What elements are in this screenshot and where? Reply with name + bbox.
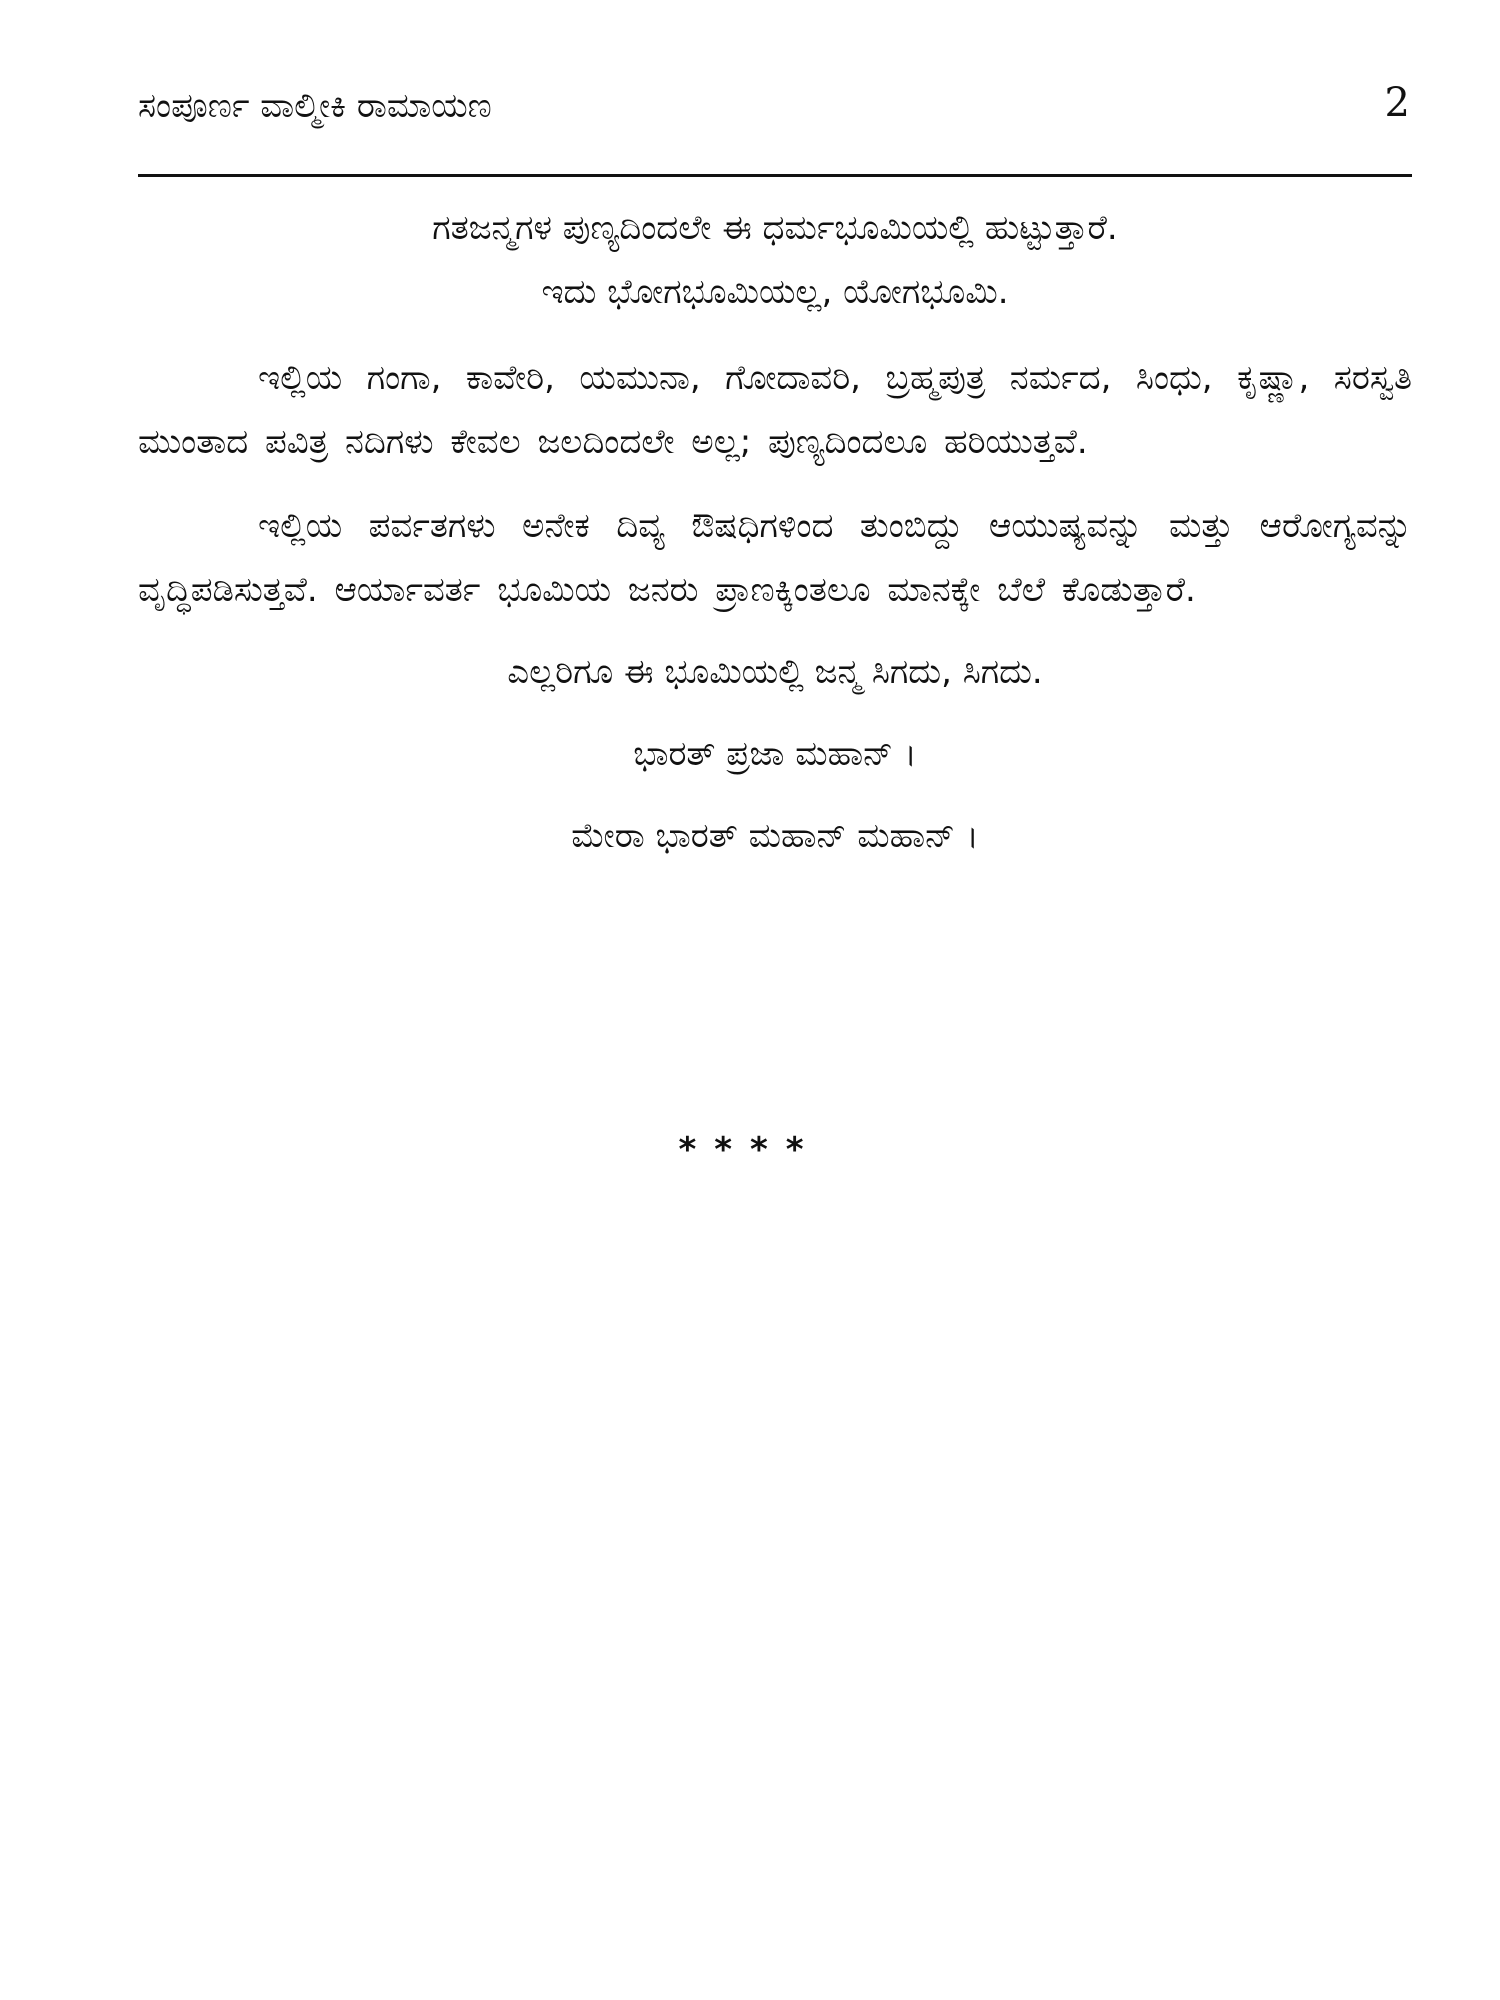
line-mera-bharat: ಮೇರಾ ಭಾರತ್ ಮಹಾನ್ ಮಹಾನ್ । [571, 816, 979, 856]
line-birth: ಎಲ್ಲರಿಗೂ ಈ ಭೂಮಿಯಲ್ಲಿ ಜನ್ಮ ಸಿಗದು, ಸಿಗದು. [507, 652, 1043, 692]
header-rule [138, 174, 1412, 177]
intro-line-2: ಇದು ಭೋಗಭೂಮಿಯಲ್ಲ, ಯೋಗಭೂಮಿ. [541, 272, 1009, 312]
intro-line-1: ಗತಜನ್ಮಗಳ ಪುಣ್ಯದಿಂದಲೇ ಈ ಧರ್ಮಭೂಮಿಯಲ್ಲಿ ಹುಟ್ಟುತ್ತಾರೆ. [432, 208, 1118, 248]
paragraph-mountains: ಇಲ್ಲಿಯ ಪರ್ವತಗಳು ಅನೇಕ ದಿವ್ಯ ಔಷಧಿಗಳಿಂದ ತುಂಬಿದ್ದು ಆಯುಷ್ಯವನ್ನು ಮತ್ತು ಆರೋಗ್ಯವನ್ನು ವೃದ್ಧಿಪಡಿಸುತ್ತವೆ. ಆರ್ಯಾವರ್ತ ಭೂಮಿಯ ಜನರು ಪ್ರಾಣಕ್ಕಿಂತಲೂ ಮಾನಕ್ಕೇ ಬೆಲೆ ಕೊಡುತ್ತಾರೆ. [138, 506, 1412, 610]
page-header [138, 78, 1410, 138]
page-body [138, 196, 1412, 868]
line-bharat: ಭಾರತ್ ಪ್ರಜಾ ಮಹಾನ್ । [633, 734, 917, 774]
page-number: 2 [1384, 80, 1410, 126]
book-title: ಸಂಪೂರ್ಣ ವಾಲ್ಮೀಕಿ ರಾಮಾಯಣ [138, 86, 492, 126]
paragraph-rivers: ಇಲ್ಲಿಯ ಗಂಗಾ, ಕಾವೇರಿ, ಯಮುನಾ, ಗೋದಾವರಿ, ಬ್ರಹ್ಮಪುತ್ರ ನರ್ಮದ, ಸಿಂಧು, ಕೃಷ್ಣಾ, ಸರಸ್ವತಿ ಮುಂತಾದ ಪವಿತ್ರ ನದಿಗಳು ಕೇವಲ ಜಲದಿಂದಲೇ ಅಲ್ಲ; ಪುಣ್ಯದಿಂದಲೂ ಹರಿಯುತ್ತವೆ. [138, 358, 1412, 462]
section-separator: **** [678, 1130, 822, 1170]
